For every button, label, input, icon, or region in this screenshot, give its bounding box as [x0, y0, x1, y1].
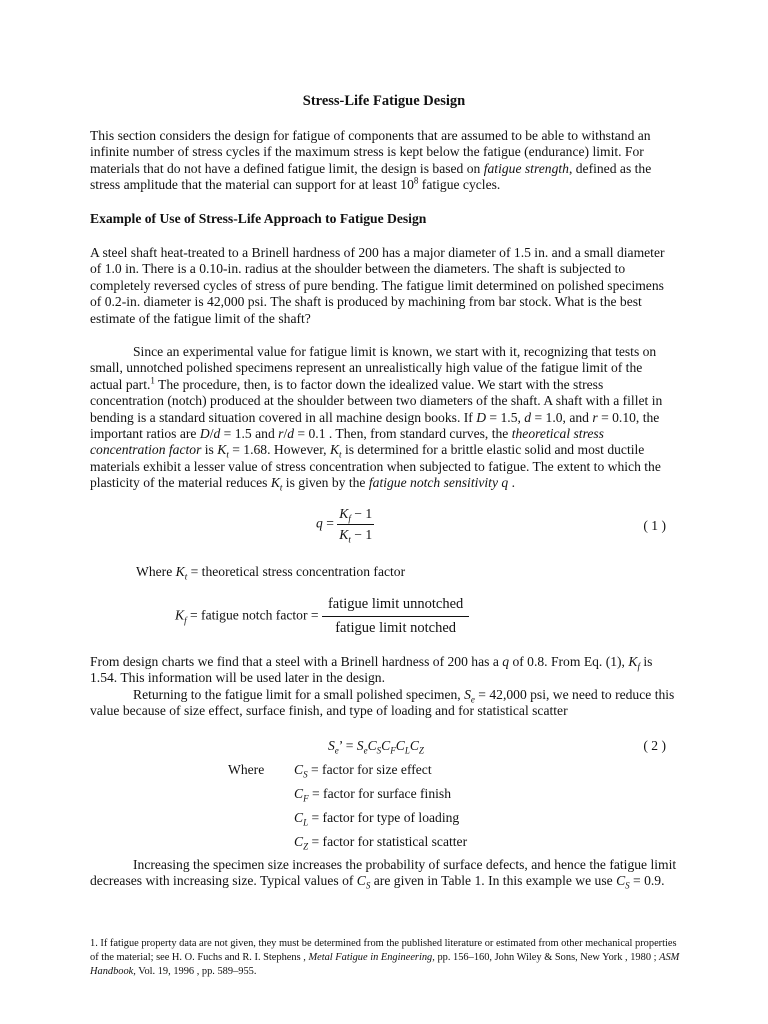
factor-cz: $C_Z$ = factor for statistical scatter [294, 834, 468, 852]
footnote-reference: 1 [150, 375, 155, 386]
factor-cs: $C_S$ = factor for size effect [294, 762, 432, 780]
footnote: 1. If fatigue property data are not given, they must be determined from the published literature or estimated from other mechanical properties of the material; see H. O. Fuchs and R. I. Stephens , Metal Fatigue in Engineering, pp. 156–160, John Wiley & Sons, New York , 1980 ; ASM Handbook, Vol. 19, 1996 , pp. 589–955. [90, 938, 680, 978]
equation-1-fraction: $\frac{K_f - 1}{K_t - 1}$ [339, 506, 373, 545]
solution-paragraph: Since an experimental value for fatigue limit is known, we start with it, recognizing that tests on small, unnotched polished specimens represent an unrealistically high value of the fatigue limit of the actual part.$^1$ The procedure, then, is to factor down the idealized value. We start with the stress concentration (notch) produced at the shoulder between two diameters of the shaft. A shaft with a fillet in bending is a standard situation covered in all machine design books. If D = 1.5, d = 1.0, and r = 0.10, the important ratios are D/d = 1.5 and r/d = 0.1 . Then, from standard curves, the theoretical stress concentration factor is $K_t = 1.68$. However, $K_t$ is determined for a brittle elastic solid and most ductile materials exhibit a lesser value of stress concentration when subjected to fatigue. The extent to which the plasticity of the material reduces $K_t$ is given by the fatigue notch sensitivity q . [90, 344, 663, 493]
page-title: Stress-Life Fatigue Design [302, 93, 466, 109]
design-charts-paragraph: From design charts we find that a steel with a Brinell hardness of 200 has a q of 0.8. From Eq. (1), $K_f$ is 1.54. This information will be used later in the design. [90, 654, 653, 686]
intro-paragraph: This section considers the design for fatigue of components that are assumed to be able to withstand an infinite number of stress cycles if the maximum stress is kept below the fatigue (endurance) limit. For materials that do not have a defined fatigue limit, the design is based on fatigue strength, defined as the stress amplitude that the material can support for at least $10^8$ fatigue cycles. [90, 128, 652, 193]
increasing-paragraph: Increasing the specimen size increases the probability of surface defects, and hence the fatigue limit decreases with increasing size. Typical values of $C_S$ are given in Table 1. In this example we use $C_S = 0.9$. [90, 857, 677, 892]
where-kt-line: Where $K_t$ = theoretical stress concentration factor [136, 564, 406, 582]
equation-1-number: ( 1 ) [643, 518, 666, 533]
equation-1: q = $\frac{K_f - 1}{K_t - 1}$ [316, 506, 373, 545]
example-paragraph: A steel shaft heat-treated to a Brinell hardness of 200 has a major diameter of 1.5 in. and a small diameter of 1.0 in. There is a 0.10-in. radius at the shoulder between the diameters. The shaft is subjected to completely reversed cycles of stress of pure bending. The fatigue limit determined on polished specimens of 0.2-in. diameter is 42,000 psi. The shaft is produced by machining from bar stock. What is the best estimate of the fatigue limit of the shaft? [90, 245, 665, 326]
example-heading: Example of Use of Stress-Life Approach to Fatigue Design [90, 211, 427, 226]
factor-cf: $C_F$ = factor for surface finish [294, 786, 451, 804]
where-label: Where [228, 762, 265, 777]
equation-2: $S_e$’ = $S_eC_SC_FC_LC_Z$ [328, 738, 424, 756]
equation-2-number: ( 2 ) [643, 738, 666, 753]
kf-fraction: $\frac{\text{fatigue limit unnotched}}{\text{fatigue limit notched}}$ [322, 596, 469, 637]
kf-definition: $K_f$ = fatigue notch factor = $\frac{\text{fatigue limit unnotched}}{\text{fatigue limit notched}}$ [175, 596, 469, 637]
returning-paragraph: Returning to the fatigue limit for a small polished specimen, $S_e = 42,000$ psi, we need to reduce this value because of size effect, surface finish, and type of loading and for statistical scatter [90, 687, 675, 719]
factor-cl: $C_L$ = factor for type of loading [294, 810, 460, 828]
